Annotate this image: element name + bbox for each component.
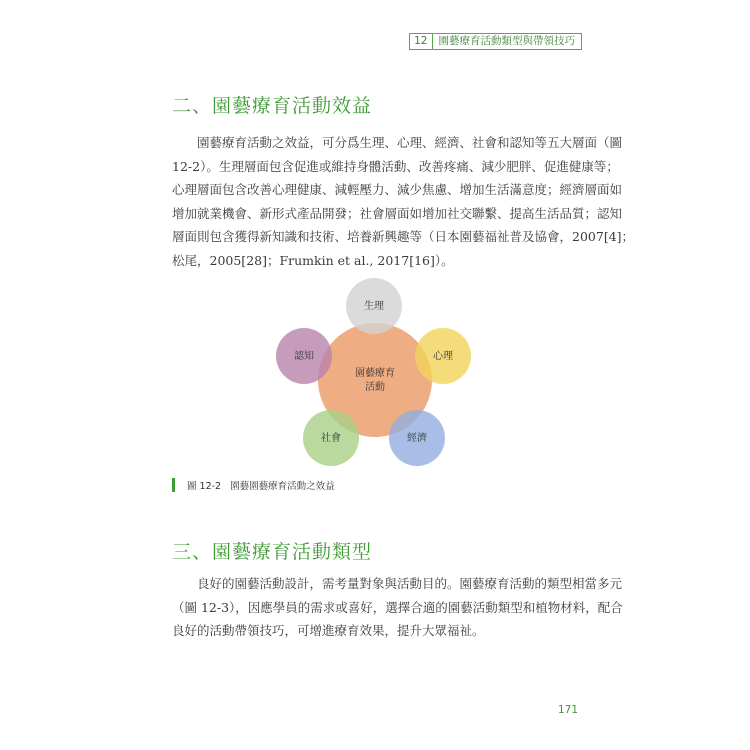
node-label-physiology: 生理 [364, 301, 384, 312]
paragraph-line: 良好的活動帶領技巧，可增進療育效果，提升大眾福祉。 [172, 623, 485, 638]
paragraph-line: 松尾，2005[28]；Frumkin et al., 2017[16]）。 [172, 252, 454, 268]
node-label-society: 社會 [321, 433, 341, 444]
running-header [409, 33, 582, 50]
paragraph-benefits [172, 131, 635, 272]
paragraph-line: 良好的園藝活動設計，需考量對象與活動目的。園藝療育活動的類型相當多元 [172, 576, 623, 591]
center-label-line1: 園藝療育 [355, 368, 395, 379]
paragraph-line: （圖 12-3），因應學員的需求或喜好，選擇合適的園藝活動類型和植物材料，配合 [172, 599, 623, 615]
section-heading-benefits: 二、園藝療育活動效益 [172, 95, 373, 117]
benefits-diagram [260, 272, 460, 472]
paragraph-line: 增加就業機會、新形式產品開發；社會層面如增加社交聯繫、提高生活品質；認知 [172, 205, 623, 221]
center-label-line2: 活動 [365, 382, 385, 393]
paragraph-line: 心理層面包含改善心理健康、減輕壓力、減少焦慮、增加生活滿意度；經濟層面如 [172, 182, 623, 197]
figure-caption-text: 園藝園藝療育活動之效益 [230, 481, 335, 492]
chapter-number: 12 [410, 34, 432, 49]
node-label-cognition: 認知 [294, 351, 314, 362]
caption-accent-bar [172, 478, 175, 492]
page-number: 171 [557, 704, 578, 716]
section-heading-types: 三、園藝療育活動類型 [172, 541, 373, 563]
figure-caption [172, 478, 335, 492]
chapter-title: 園藝療育活動類型與帶領技巧 [438, 35, 575, 47]
paragraph-line: 園藝療育活動之效益，可分爲生理、心理、經濟、社會和認知等五大層面（圖 [172, 135, 623, 150]
benefits-diagram-svg [260, 272, 460, 472]
paragraph-line: 12-2）。生理層面包含促進或維持身體活動、改善疼痛、減少肥胖、促進健康等； [172, 158, 619, 174]
paragraph-line: 層面則包含獲得新知識和技術、培養新興趣等（日本園藝福祉普及協會，2007[4]； [172, 229, 635, 244]
paragraph-types [172, 572, 623, 643]
node-label-economy: 經濟 [407, 433, 427, 444]
node-label-psychology: 心理 [433, 351, 453, 362]
figure-number: 圖 12-2 [187, 481, 222, 492]
